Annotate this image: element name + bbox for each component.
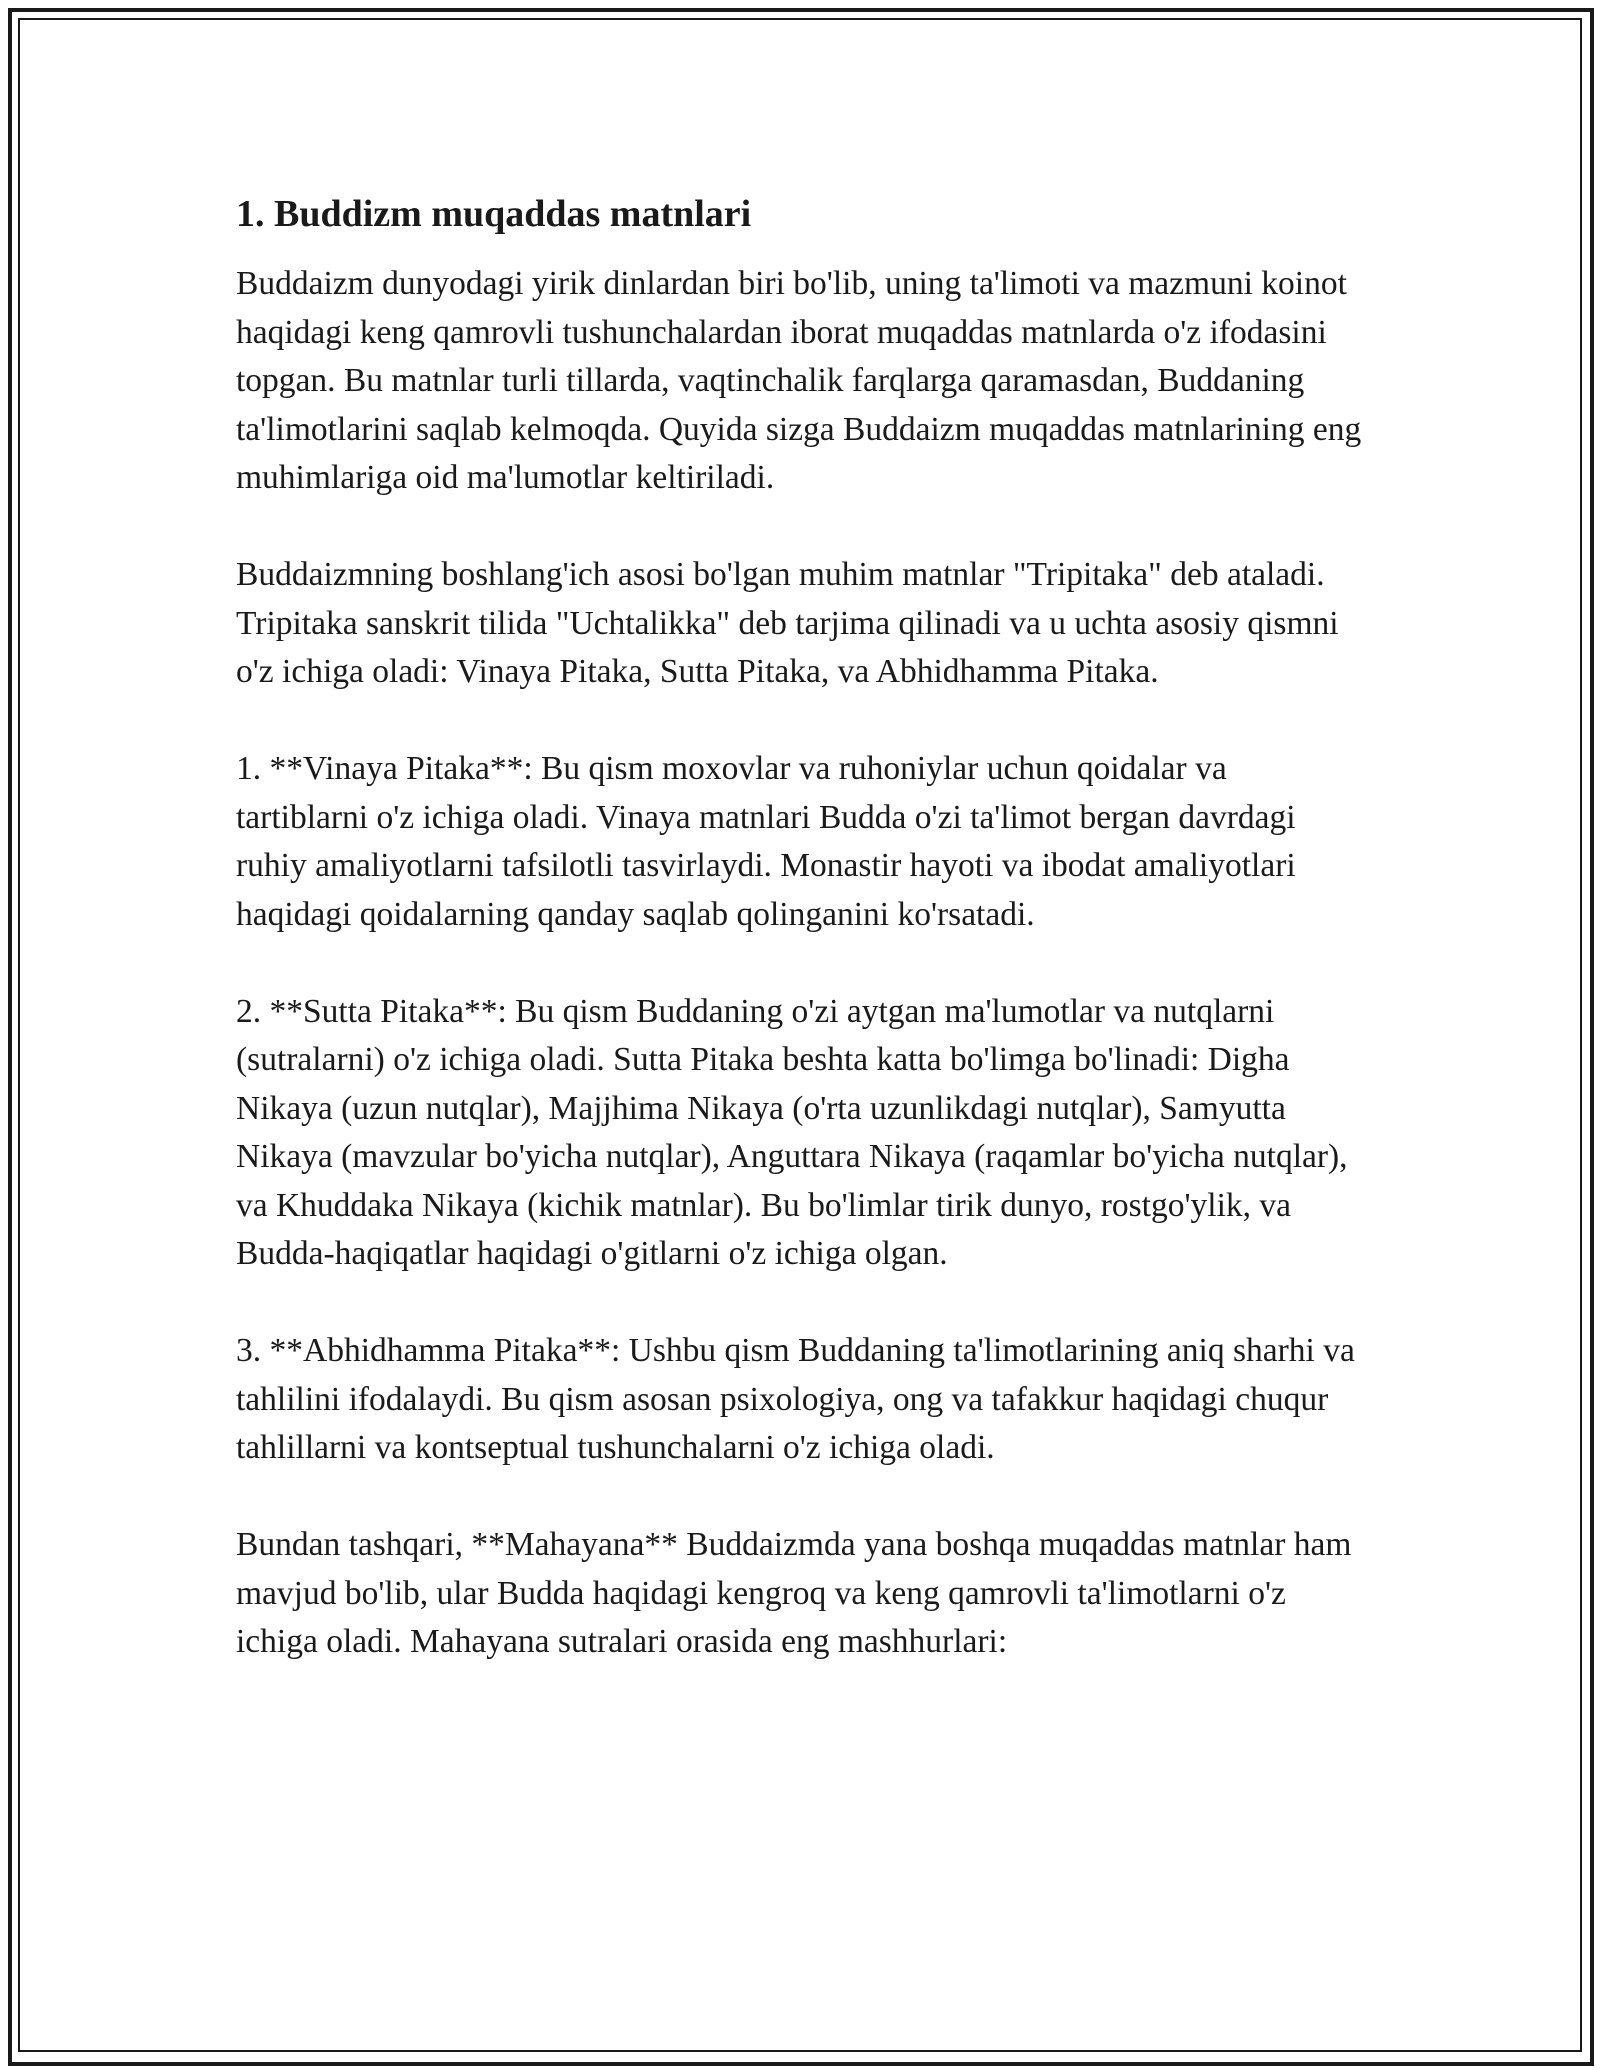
document-title: 1. Buddizm muqaddas matnlari xyxy=(236,193,752,235)
paragraph-abhidhamma-pitaka: 3. **Abhidhamma Pitaka**: Ushbu qism Buddaning ta'limotlarining aniq sharhi va tahlilini ifodalaydi. Bu qism asosan psixologiya, ong va tafakkur haqidagi chuqur tahlillarni va kontseptual tushunchalarni o'z ichiga oladi. xyxy=(236,1332,1355,1466)
paragraph-vinaya-pitaka: 1. **Vinaya Pitaka**: Bu qism moxovlar va ruhoniylar uchun qoidalar va tartiblarni o'z ichiga oladi. Vinaya matnlari Budda o'zi ta'limot bergan davrdagi ruhiy amaliyotlarni tafsilotli tasvirlaydi. Monastir hayoti va ibodat amaliyotlari haqidagi qoidalarning qanday saqlab qolinganini ko'rsatadi. xyxy=(236,750,1296,933)
paragraph-sutta-pitaka: 2. **Sutta Pitaka**: Bu qism Buddaning o'zi aytgan ma'lumotlar va nutqlarni (sutralarni) o'z ichiga oladi. Sutta Pitaka beshta katta bo'limga bo'linadi: Digha Nikaya (uzun nutqlar), Majjhima Nikaya (o'rta uzunlikdagi nutqlar), Samyutta Nikaya (mavzular bo'yicha nutqlar), Anguttara Nikaya (raqamlar bo'yicha nutqlar), va Khuddaka Nikaya (kichik matnlar). Bu bo'limlar tirik dunyo, rostgo'ylik, va Budda-haqiqatlar haqidagi o'gitlarni o'z ichiga olgan. xyxy=(236,992,1348,1272)
paragraph-tripitaka: Buddaizmning boshlang'ich asosi bo'lgan muhim matnlar "Tripitaka" deb ataladi. Tripitaka sanskrit tilida "Uchtalikka" deb tarjima qilinadi va u uchta asosiy qismni o'z ichiga oladi: Vinaya Pitaka, Sutta Pitaka, va Abhidhamma Pitaka. xyxy=(236,556,1339,690)
paragraph-mahayana: Bundan tashqari, **Mahayana** Buddaizmda yana boshqa muqaddas matnlar ham mavjud bo'lib, ular Budda haqidagi kengroq va keng qamrovli ta'limotlarni o'z ichiga oladi. Mahayana sutralari orasida eng mashhurlari: xyxy=(236,1526,1352,1660)
paragraph-intro: Buddaizm dunyodagi yirik dinlardan biri bo'lib, uning ta'limoti va mazmuni koinot haqidagi keng qamrovli tushunchalardan iborat muqaddas matnlarda o'z ifodasini topgan. Bu matnlar turli tillarda, vaqtinchalik farqlarga qaramasdan, Buddaning ta'limotlarini saqlab kelmoqda. Quyida sizga Buddaizm muqaddas matnlarining eng muhimlariga oid ma'lumotlar keltiriladi. xyxy=(236,265,1362,496)
document-page xyxy=(236,190,1366,1715)
